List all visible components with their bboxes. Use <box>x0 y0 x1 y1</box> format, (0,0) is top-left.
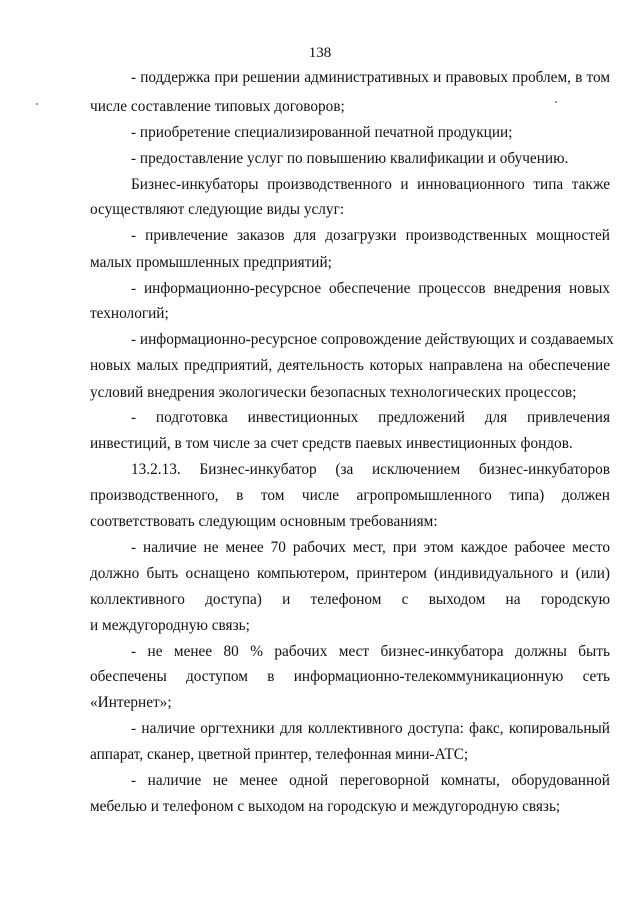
text-line: аппарат, сканер, цветной принтер, телефонная мини-АТС; <box>90 746 469 763</box>
text-line: осуществляют следующие виды услуг: <box>90 201 345 218</box>
page-number: 138 <box>308 45 332 61</box>
text-line: - наличие не менее одной переговорной комнаты, оборудованной <box>131 772 610 789</box>
text-line: условий внедрения экологически безопасных технологических процессов; <box>90 384 577 401</box>
text-line: должно быть оснащено компьютером, принтером (индивидуального и (или) <box>90 565 610 582</box>
scan-speck <box>36 103 38 105</box>
text-line: новых малых предприятий, деятельность которых направлена на обеспечение <box>90 357 610 374</box>
text-line: Бизнес-инкубаторы производственного и инновационного типа также <box>131 176 610 193</box>
text-line: - информационно-ресурсное сопровождение действующих и создаваемых <box>131 331 614 348</box>
text-line: технологий; <box>90 305 169 322</box>
text-line: «Интернет»; <box>90 694 172 711</box>
text-line: малых промышленных предприятий; <box>90 254 332 271</box>
text-line: - не менее 80 % рабочих мест бизнес-инкубатора должны быть <box>131 643 610 660</box>
scan-speck <box>555 101 557 103</box>
text-line: числе составление типовых договоров; <box>90 98 345 115</box>
text-line: - приобретение специализированной печатной продукции; <box>131 124 513 141</box>
text-line: 13.2.13. Бизнес-инкубатор (за исключением бизнес-инкубаторов <box>131 461 610 478</box>
text-line: обеспечены доступом в информационно-телекоммуникационную сеть <box>90 668 610 685</box>
text-line: соответствовать следующим основным требованиям: <box>90 513 438 530</box>
text-line: - поддержка при решении административных и правовых проблем, в том <box>131 69 610 86</box>
text-line: - наличие не менее 70 рабочих мест, при этом каждое рабочее место <box>131 539 610 556</box>
text-line: - подготовка инвестиционных предложений для привлечения <box>131 409 610 426</box>
text-line: коллективного доступа) и телефоном с выходом на городскую <box>90 591 610 608</box>
text-line: инвестиций, в том числе за счет средств паевых инвестиционных фондов. <box>90 435 573 452</box>
text-line: производственного, в том числе агропромышленного типа) должен <box>90 487 610 504</box>
text-line: - информационно-ресурсное обеспечение процессов внедрения новых <box>131 280 610 297</box>
text-line: мебелью и телефоном с выходом на городскую и междугородную связь; <box>90 798 561 815</box>
text-line: - наличие оргтехники для коллективного доступа: факс, копировальный <box>131 720 610 737</box>
text-line: и междугородную связь; <box>90 617 250 634</box>
text-line: - предоставление услуг по повышению квалификации и обучению. <box>131 150 569 167</box>
text-line: - привлечение заказов для дозагрузки производственных мощностей <box>131 227 610 244</box>
